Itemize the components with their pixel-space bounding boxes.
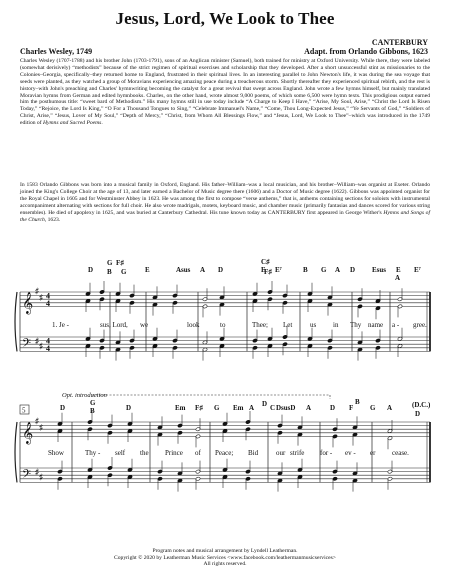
chord-symbol: C — [270, 404, 276, 412]
lyric-syllable: a - — [392, 321, 400, 329]
lyric-syllable: Thy - — [85, 449, 101, 457]
chord-symbol: Asus — [176, 266, 191, 274]
chord-symbol: G — [214, 404, 220, 412]
lyric-syllable: we — [140, 321, 149, 329]
chord-symbol: DsusD — [276, 404, 296, 412]
time-signature: 4 — [46, 291, 50, 301]
notes-italic-title: Hymns and Sacred Poems — [43, 120, 102, 127]
chord-symbol: B — [355, 398, 360, 406]
key-signature-sharp: ♯ — [39, 292, 43, 302]
lyric-syllable: sus, Lord, — [100, 321, 128, 329]
chord-symbol: C♯ — [261, 258, 270, 266]
chord-symbol: F♯ — [195, 404, 203, 412]
chord-symbol: D — [262, 400, 268, 408]
bass-clef: 𝄢 — [22, 468, 32, 484]
text-author: Charles Wesley, 1749 — [20, 47, 93, 56]
key-signature-sharp: ♯ — [39, 472, 43, 482]
lyric-syllable: our — [276, 449, 286, 457]
lyric-syllable: Let — [283, 321, 293, 329]
chord-symbol: Em — [233, 404, 244, 412]
chord-symbol: D — [218, 266, 224, 274]
key-signature-sharp: ♯ — [35, 467, 39, 477]
treble-clef: 𝄞 — [22, 292, 34, 314]
lyric-syllable: ev - — [345, 449, 356, 457]
treble-clef: 𝄞 — [22, 422, 34, 444]
lyric-syllable: in — [333, 321, 339, 329]
time-signature: 4 — [46, 298, 50, 308]
chord-symbol: Esus — [372, 266, 387, 274]
lyric-syllable: Show — [48, 449, 64, 457]
lyric-syllable: for - — [320, 449, 333, 457]
music-adaptation: Adapt. from Orlando Gibbons, 1623 — [304, 47, 428, 56]
lyric-syllable: Thee; — [252, 321, 268, 329]
key-signature-sharp: ♯ — [39, 422, 43, 432]
chord-symbol: D — [350, 266, 356, 274]
notes-text: Charles Wesley (1707-1788) and his brother John (1703-1791), sons of an Anglican minister (Samuel), both trained for ministry at Oxford University. While there, they were labeled (somewhat derisively) “methodists” because of the strict regimen of spiritual exercises and scholarship that they developed. After a short unsuccessful stint as missionaries to the Colonies–Georgia, specifically–they returned home to England, frustrated in their spiritual lives. In an interesting parallel to John Newton's life, it was during the sea voyage that seeds were planted, as they watched a group of Moravians experiencing amazing peace during a treacherous storm. Shortly thereafter they experienced spiritual rebirth, and the rest is history–with John's preaching and Charles' hymnwriting becoming the catalyst for a great revival that swept across England. John wrote a few hymns himself, but mainly translated Moravian hymns from German and edited hymnbooks. Charles, on the other hand, wrote almost 9,000 poems, of which some 6,500 were hymn texts. This prodigious output earned him the posthumous title: “sweet bard of Methodism.” His many hymns still in use today include “A Charge to Keep I Have,” “Arise, My Soul, Arise,” “Christ the Lord Is Risen Today,” “Rejoice, the Lord Is King,” “O For a Thousand Tongues to Sing,” “Celebrate Immanuel's Name,” “Come, Thou Long-Expected Jesus,” “Ye Servants of God,” “Soldiers of Christ, Arise,” “Jesus, Lover of My Soul,” “Depth of Mercy,” “Christ, from Whom All Blessings Flow,” and “Jesus, Lord, We Look to Thee”–which was introduced in the 1749 edition of — [20, 58, 430, 127]
chord-symbol: B — [107, 268, 112, 276]
chord-symbol: A — [200, 266, 206, 274]
optional-introduction-label: Opt. introduction — [62, 392, 107, 399]
bass-clef: 𝄢 — [22, 337, 32, 353]
grand-staff-brace — [15, 292, 17, 351]
grand-staff-brace — [15, 422, 17, 482]
chord-symbol: B — [90, 407, 95, 415]
lyric-syllable: er — [370, 449, 376, 457]
chord-symbol: E⁷ — [414, 266, 421, 274]
lyric-syllable: Bid — [248, 449, 259, 457]
notes-text-end: , 1623. — [44, 216, 61, 223]
chord-symbol: G — [90, 399, 96, 407]
lyric-syllable: cease. — [392, 449, 409, 457]
lyric-syllable: Prince — [165, 449, 183, 457]
chord-symbol: F — [349, 404, 354, 412]
chord-symbol: F♯ — [116, 259, 124, 267]
footer-rights: All rights reserved. — [203, 561, 247, 568]
footer — [0, 548, 450, 568]
lyric-syllable: Thy — [350, 321, 362, 329]
chord-symbol: G — [107, 259, 113, 267]
lyric-syllable: self — [115, 449, 126, 457]
chord-symbol: A — [335, 266, 341, 274]
footer-copyright: Copyright © 2020 by Leatherman Music Services <www.facebook.com/leathermanmusicservices> — [114, 554, 336, 561]
chord-symbol: A — [249, 404, 255, 412]
lyric-syllable: gree. — [413, 321, 427, 329]
chord-symbol: G — [321, 266, 327, 274]
footer-credit: Program notes and musical arrangement by Lyndell Leatherman. — [152, 548, 298, 554]
chord-symbol: E⁷ — [275, 266, 282, 274]
lyric-syllable: name — [368, 321, 384, 329]
lyric-syllable: Peace; — [215, 449, 234, 457]
lyric-syllable: to — [220, 321, 226, 329]
chord-symbol: A — [395, 274, 401, 282]
time-signature: 4 — [46, 336, 50, 346]
key-signature-sharp: ♯ — [39, 341, 43, 351]
lyric-syllable: 1. Je - — [52, 321, 69, 329]
chord-symbol: F♯ — [264, 268, 272, 276]
chord-symbol: B — [303, 266, 308, 274]
lyric-syllable: look — [187, 321, 200, 329]
hymn-title: Jesus, Lord, We Look to Thee — [115, 9, 335, 28]
introduction-bracket — [92, 395, 330, 399]
chord-symbol: D — [330, 404, 336, 412]
key-signature-sharp: ♯ — [35, 416, 39, 426]
lyric-syllable: of — [195, 449, 201, 457]
key-signature-sharp: ♯ — [35, 286, 39, 296]
tune-name: CANTERBURY — [371, 38, 428, 47]
chord-symbol: D — [60, 404, 66, 412]
notes-italic-title: Hymns and Songs of the Church — [20, 209, 431, 223]
chord-symbol: Em — [175, 404, 186, 412]
chord-symbol: A — [306, 404, 312, 412]
chord-symbol: G — [370, 404, 376, 412]
chord-symbol: A — [387, 404, 393, 412]
chord-symbol: D — [126, 404, 132, 412]
chord-symbol: D — [415, 410, 421, 418]
lyric-syllable: the — [140, 449, 149, 457]
lyric-syllable: us — [310, 321, 317, 329]
chord-symbol: E — [261, 266, 266, 274]
measure-number: 5 — [22, 406, 26, 415]
da-capo-marking: (D.C.) — [412, 401, 431, 409]
key-signature-sharp: ♯ — [35, 336, 39, 346]
notes-text-end: . — [101, 120, 103, 127]
chord-symbol: D — [88, 266, 94, 274]
chord-symbol: E — [396, 266, 401, 274]
chord-symbol: G — [121, 268, 127, 276]
lyric-syllable: strife — [290, 449, 305, 457]
notes-text: In 1583 Orlando Gibbons was born into a musical family in Oxford, England. His father–William–was a local musician, and his brother–William–was organist at Exeter. Orlando joined the King's College Choir at the age of 13, and later earned a Bachelor of Music degree there (1606) and a Doctor of Music degree (1622). Gibbons was appointed organist for the Royal Chapel in 1605 and for Westminster Abbey in 1623. He was among the first to compose “verse anthems,” that is, anthems containing sections for soloists with instrumental accompaniment alternating with sections for full choir. He also wrote madrigals, motets, keyboard music, and chamber music (primarily fantasias and dances scored for various string ensembles). He died of apoplexy in 1625, and was buried at Canterbury Cathedral. His tune known today as CANTERBURY first appeared in George Wither's — [20, 182, 430, 216]
chord-symbol: E — [145, 266, 150, 274]
time-signature: 4 — [46, 343, 50, 353]
